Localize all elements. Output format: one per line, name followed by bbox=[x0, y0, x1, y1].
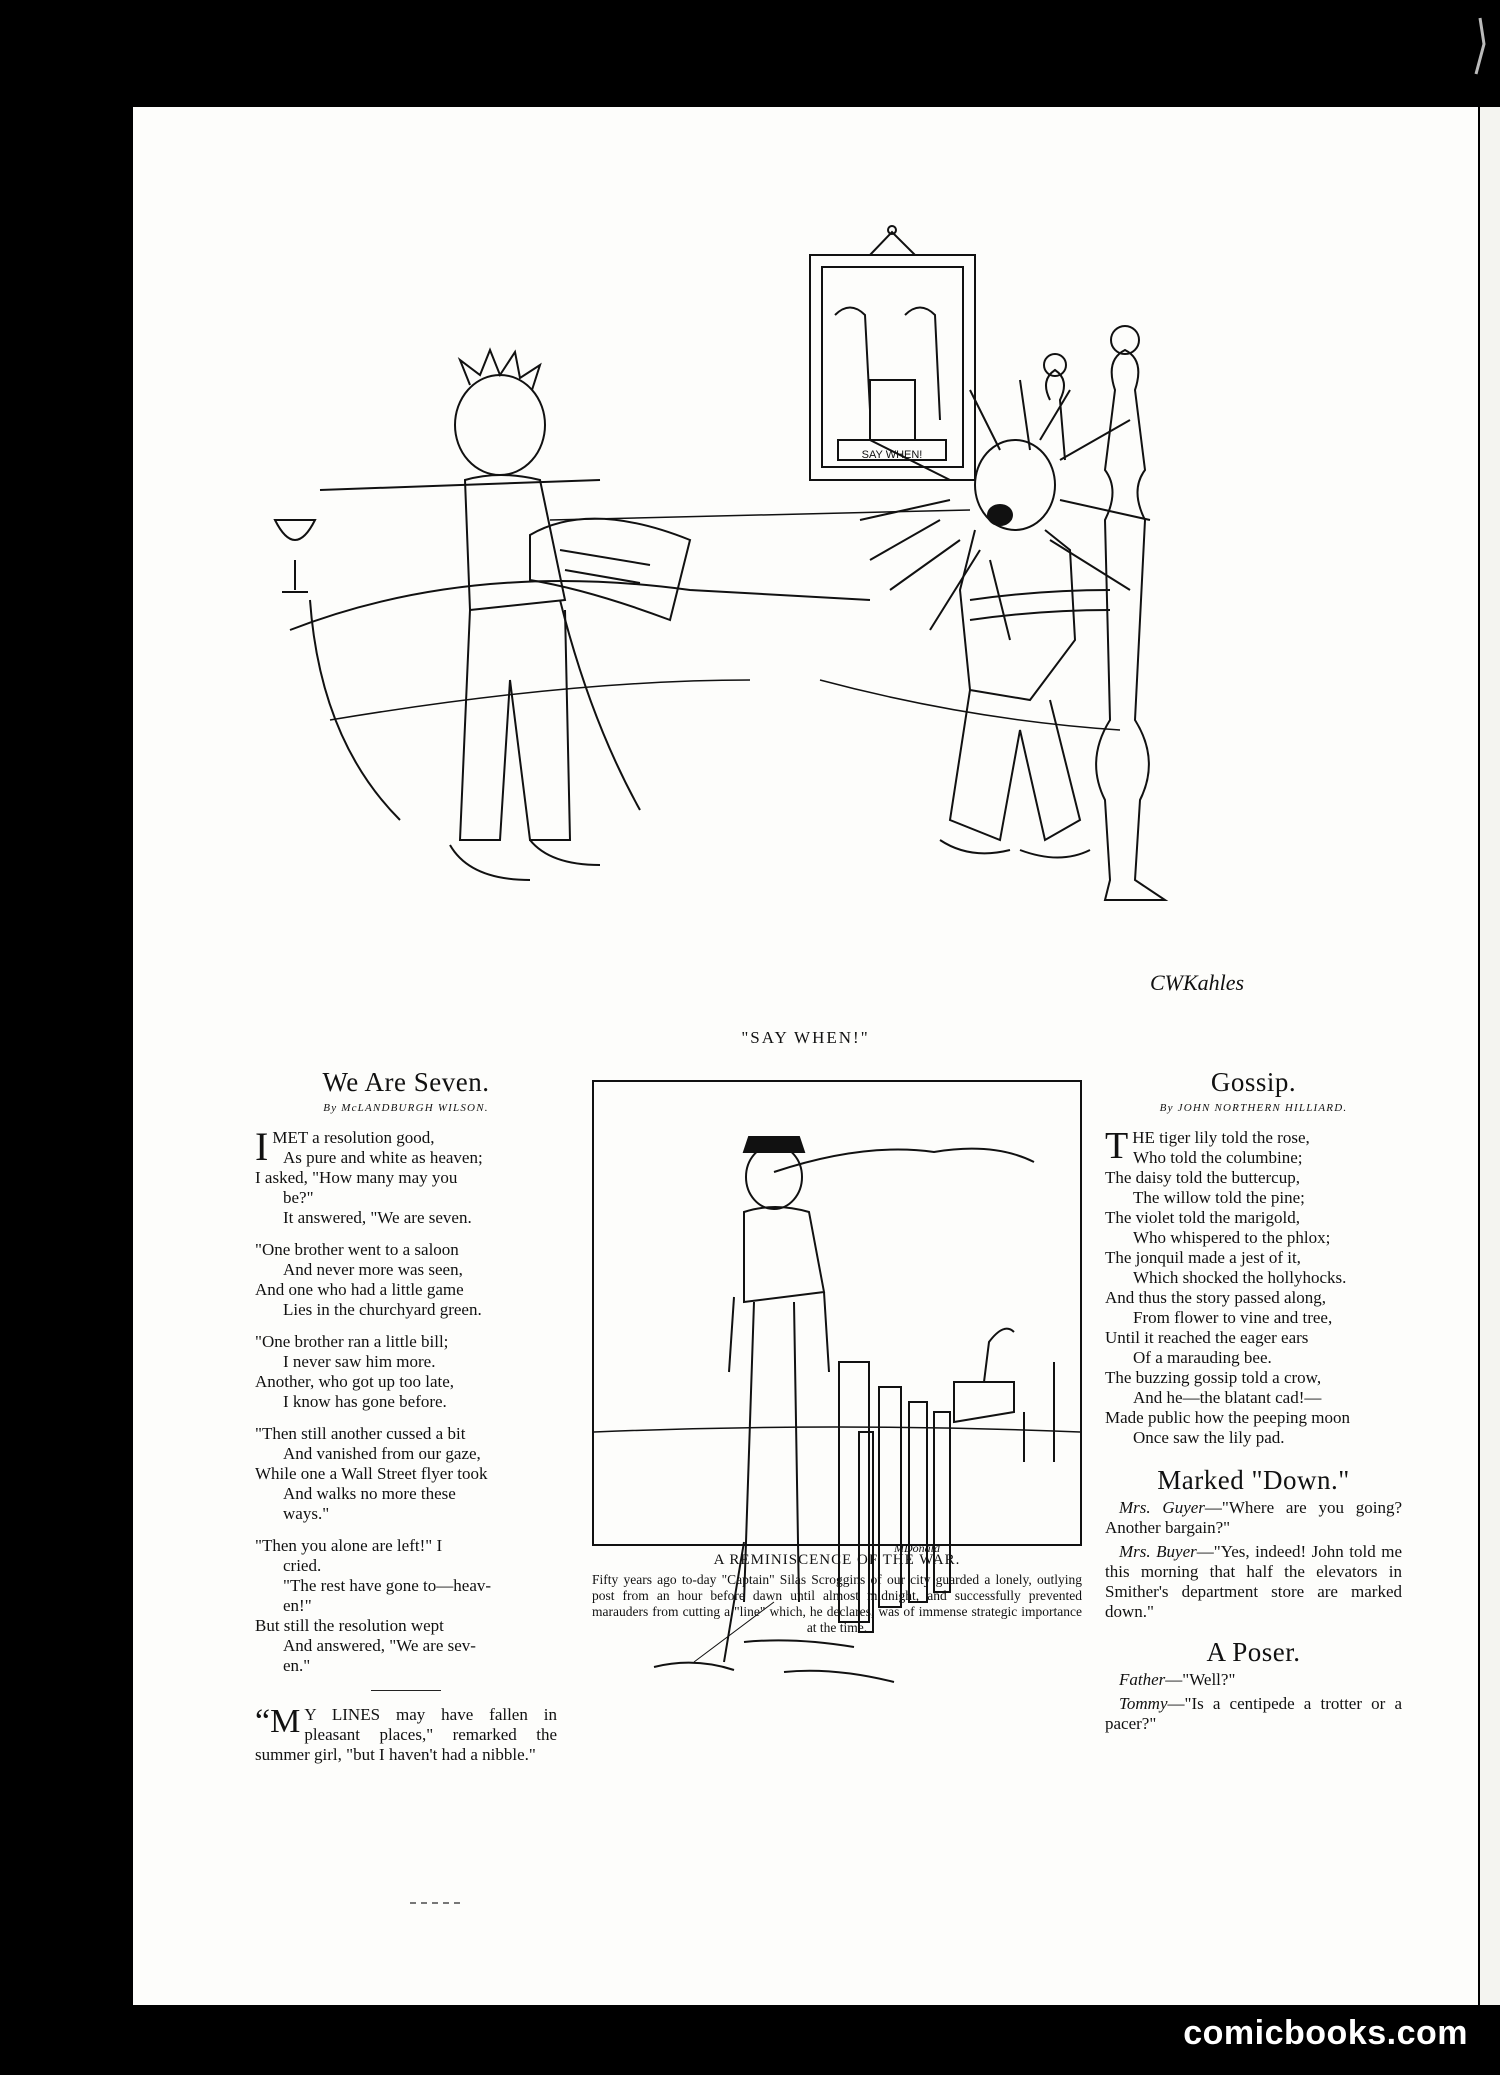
site-watermark: comicbooks.com bbox=[1183, 2014, 1468, 2052]
poem-gossip bbox=[1105, 1125, 1402, 1448]
poem-line: en!" bbox=[283, 1596, 312, 1615]
poem-line: HE tiger lily told the rose, bbox=[1132, 1128, 1310, 1147]
poem-line: The violet told the marigold, bbox=[1105, 1208, 1300, 1227]
poem-line: cried. bbox=[283, 1556, 322, 1575]
adjacent-page-edge bbox=[1480, 107, 1500, 2005]
poem-line: Who told the columbine; bbox=[1133, 1148, 1303, 1167]
speaker-name: Tommy bbox=[1119, 1694, 1168, 1713]
poem-line: ways." bbox=[283, 1504, 330, 1523]
dialog-text: —"Yes, indeed! John told me this morning that half the elevators in Smither's department store are marked down." bbox=[1105, 1542, 1403, 1621]
poem-line: MET a resolution good, bbox=[272, 1128, 435, 1147]
poem-line: en." bbox=[283, 1656, 311, 1675]
poem-line: Until it reached the eager ears bbox=[1105, 1328, 1309, 1347]
poem-line: And one who had a little game bbox=[255, 1280, 464, 1299]
dialog-line bbox=[1105, 1670, 1402, 1690]
cartoon-caption: "SAY WHEN!" bbox=[741, 1028, 870, 1047]
dialog-line bbox=[1105, 1694, 1402, 1734]
war-reminiscence-caption bbox=[592, 1552, 1082, 1636]
speaker-name: Mrs. Buyer bbox=[1119, 1542, 1197, 1561]
poem-we-are-seven bbox=[255, 1067, 557, 1765]
poem-line: Lies in the churchyard green. bbox=[283, 1300, 482, 1319]
stanza bbox=[255, 1124, 557, 1228]
poem-line: The buzzing gossip told a crow, bbox=[1105, 1368, 1322, 1387]
poem-line: "Then you alone are left!" I bbox=[255, 1536, 443, 1555]
joke-title: Marked "Down." bbox=[1157, 1465, 1350, 1495]
poem-line: The daisy told the buttercup, bbox=[1105, 1168, 1300, 1187]
say-when-cartoon bbox=[170, 120, 1300, 1020]
binding-mark bbox=[1462, 14, 1492, 84]
poem-byline: By McLANDBURGH WILSON. bbox=[323, 1102, 489, 1114]
poem-line: And answered, "We are sev- bbox=[283, 1636, 476, 1655]
poem-line: The willow told the pine; bbox=[1133, 1188, 1305, 1207]
poem-line: The jonquil made a jest of it, bbox=[1105, 1248, 1301, 1267]
page-smudge bbox=[410, 1902, 460, 1904]
artist-signature: CWKahles bbox=[1150, 970, 1245, 995]
fisherman-drawing bbox=[594, 1082, 1080, 1555]
caption-body: Fifty years ago to-day "Captain" Silas Scroggins of our city guarded a lonely, outlying post from an hour before dawn until almost midnight, and successfully prevented marauders from cutting a "line" which, he declares, was of immense strategic importance at the time. bbox=[592, 1572, 1082, 1635]
stanza bbox=[255, 1332, 557, 1412]
dialog-line bbox=[1105, 1542, 1402, 1622]
poem-line: "One brother ran a little bill; bbox=[255, 1332, 449, 1351]
poem-line: I know has gone before. bbox=[283, 1392, 447, 1411]
poem-line: I never saw him more. bbox=[283, 1352, 436, 1371]
svg-text:MDonald: MDonald bbox=[894, 1541, 940, 1555]
poem-line: be?" bbox=[283, 1188, 314, 1207]
poem-byline: By JOHN NORTHERN HILLIARD. bbox=[1159, 1102, 1348, 1114]
poem-line: "The rest have gone to—heav- bbox=[283, 1576, 492, 1595]
speaker-name: Father bbox=[1119, 1670, 1166, 1689]
stanza bbox=[255, 1424, 557, 1524]
poem-line: And thus the story passed along, bbox=[1105, 1288, 1326, 1307]
poem-line: And he—the blatant cad!— bbox=[1133, 1388, 1322, 1407]
dialog-text: —"Well?" bbox=[1165, 1670, 1236, 1689]
poem-line: And walks no more these bbox=[283, 1484, 456, 1503]
war-reminiscence-illustration bbox=[592, 1080, 1082, 1555]
poem-line: As pure and white as heaven; bbox=[283, 1148, 483, 1167]
dialog-line bbox=[1105, 1498, 1402, 1538]
stanza bbox=[255, 1536, 557, 1676]
dialog-text: —"Where are you going? Another bargain?" bbox=[1105, 1498, 1402, 1537]
poem-line: While one a Wall Street flyer took bbox=[255, 1464, 488, 1483]
dialog-text: —"Is a centipede a trotter or a pacer?" bbox=[1105, 1694, 1402, 1733]
joke-text: Y LINES may have fallen in pleasant places," remarked the summer girl, "but I haven't had a nibble." bbox=[255, 1705, 557, 1764]
poem-line: And never more was seen, bbox=[283, 1260, 463, 1279]
poem-line: And vanished from our gaze, bbox=[283, 1444, 481, 1463]
poem-title: Gossip. bbox=[1210, 1067, 1297, 1097]
divider-rule bbox=[371, 1690, 441, 1691]
poem-line: Of a marauding bee. bbox=[1133, 1348, 1272, 1367]
poem-line: It answered, "We are seven. bbox=[283, 1208, 472, 1227]
poem-line: Who whispered to the phlox; bbox=[1133, 1228, 1331, 1247]
stanza bbox=[255, 1240, 557, 1320]
poem-line: Once saw the lily pad. bbox=[1133, 1428, 1285, 1447]
joke-paragraph bbox=[255, 1705, 557, 1765]
poem-line: Made public how the peeping moon bbox=[1105, 1408, 1351, 1427]
poem-line: Another, who got up too late, bbox=[255, 1372, 455, 1391]
joke-title: A Poser. bbox=[1206, 1637, 1301, 1667]
drop-cap: T bbox=[1105, 1125, 1129, 1167]
open-quote: “ bbox=[255, 1703, 271, 1740]
poem-line: But still the resolution wept bbox=[255, 1616, 444, 1635]
drop-cap: I bbox=[255, 1124, 269, 1169]
poem-line: "Then still another cussed a bit bbox=[255, 1424, 466, 1443]
poem-title: We Are Seven. bbox=[322, 1067, 490, 1097]
poem-line: Which shocked the hollyhocks. bbox=[1133, 1268, 1347, 1287]
poem-line: I asked, "How many may you bbox=[255, 1168, 458, 1187]
drop-cap-letter: M bbox=[270, 1703, 301, 1740]
right-column bbox=[1105, 1067, 1403, 1738]
speaker-name: Mrs. Guyer bbox=[1119, 1498, 1205, 1517]
drop-cap bbox=[255, 1703, 301, 1740]
caption-title: A REMINISCENCE OF THE WAR. bbox=[713, 1552, 961, 1568]
poem-line: From flower to vine and tree, bbox=[1133, 1308, 1333, 1327]
poem-line: "One brother went to a saloon bbox=[255, 1240, 459, 1259]
picture-label: SAY WHEN! bbox=[861, 449, 923, 461]
